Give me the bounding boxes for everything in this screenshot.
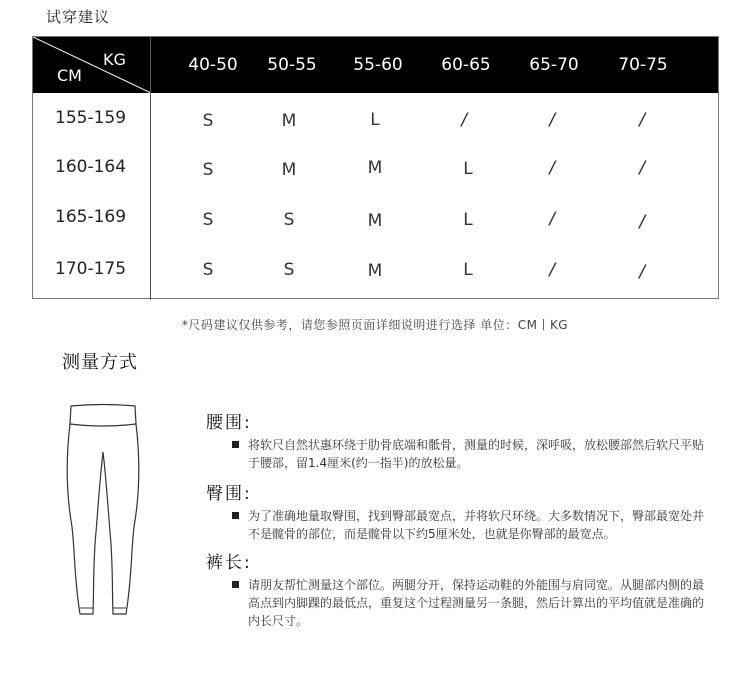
table-cell: S — [202, 260, 214, 280]
table-cell: L — [463, 260, 473, 280]
table-cell: S — [202, 160, 214, 180]
table-cell: M — [367, 211, 383, 231]
column-header: 40-50 — [188, 55, 238, 75]
column-header: 70-75 — [618, 55, 668, 75]
table-cell: S — [283, 260, 295, 280]
table-cell: / — [637, 262, 649, 282]
table-cell: S — [283, 210, 295, 230]
table-cell: M — [281, 160, 297, 180]
size-table — [32, 36, 719, 299]
row-header: 155-159 — [55, 108, 127, 128]
table-cell: S — [202, 210, 214, 230]
inseam-label: 裤长: — [206, 553, 252, 573]
hip-label: 臀围: — [206, 484, 252, 504]
table-cell: / — [637, 158, 649, 178]
table-cell: / — [547, 158, 559, 178]
row-header: 170-175 — [55, 259, 127, 279]
corner-diagonal-divider — [33, 37, 151, 93]
waist-label: 腰围: — [206, 413, 252, 433]
square-bullet-icon — [232, 581, 239, 588]
column-header: 60-65 — [441, 55, 491, 75]
waist-instructions — [232, 436, 710, 472]
hip-text: 为了准确地量取臀围，找到臀部最宽点，并将软尺环绕。大多数情况下，臀部最宽处并不是髋骨的部位，而是髋骨以下约5厘米处，也就是你臀部的最宽点。 — [248, 509, 705, 541]
table-cell: / — [547, 110, 559, 130]
table-cell: L — [463, 210, 473, 230]
inseam-instructions — [232, 576, 710, 630]
row-header: 165-169 — [55, 207, 127, 227]
table-cell: / — [637, 110, 649, 130]
size-note: *尺码建议仅供参考，请您参照页面详细说明进行选择 单位：CM丨KG — [181, 318, 569, 332]
table-cell: / — [459, 110, 471, 130]
square-bullet-icon — [232, 512, 239, 519]
table-cell: M — [367, 261, 383, 281]
corner-row-label: CM — [57, 66, 82, 85]
column-header: 65-70 — [529, 55, 579, 75]
table-cell: M — [281, 111, 297, 131]
row-header: 160-164 — [55, 157, 127, 177]
square-bullet-icon — [232, 441, 239, 448]
table-cell: M — [367, 158, 383, 178]
table-cell: L — [463, 159, 473, 179]
leggings-illustration-icon — [63, 402, 143, 622]
corner-col-label: KG — [103, 50, 126, 69]
table-cell: S — [202, 111, 214, 131]
table-cell: L — [370, 110, 380, 130]
table-cell: / — [637, 212, 649, 232]
inseam-text: 请朋友帮忙测量这个部位。两腿分开，保持运动鞋的外能围与肩同宽。从腿部内侧的最高点到内脚踝的最低点，重复这个过程测量另一条腿，然后计算出的平均值就是准确的内长尺寸。 — [248, 578, 705, 628]
table-header — [33, 37, 718, 93]
waist-text: 将软尺自然状惠环绕于肋骨底端和骶骨，测量的时候，深呼吸，放松腰部然后软尺平贴于腰部，留1.4厘米(约一指半)的放松量。 — [248, 438, 705, 470]
column-header: 55-60 — [353, 55, 403, 75]
section-title: 试穿建议 — [46, 8, 111, 26]
measure-title: 测量方式 — [62, 352, 138, 373]
table-cell: / — [547, 209, 559, 229]
hip-instructions — [232, 507, 710, 543]
table-cell: / — [547, 260, 559, 280]
column-header: 50-55 — [267, 55, 317, 75]
row-header-divider — [150, 37, 151, 300]
